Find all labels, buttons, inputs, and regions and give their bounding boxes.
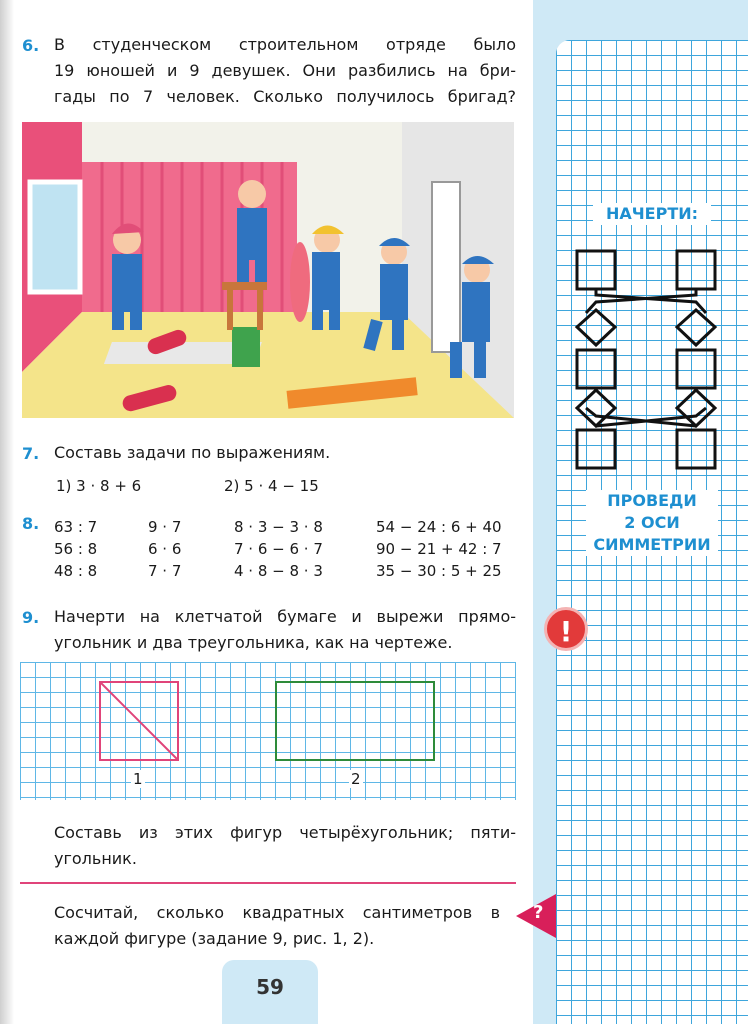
task-6-line: гады по 7 человек. Сколько получилось бригад? [54, 87, 516, 106]
task-9-text [54, 604, 516, 656]
figure-diamond [577, 390, 615, 426]
task-7-expression: 1) 3 · 8 + 6 [56, 477, 142, 495]
task-7-number: 7. [22, 444, 40, 463]
task-8-expression: 35 − 30 : 5 + 25 [376, 562, 502, 580]
task-8-number: 8. [22, 514, 40, 533]
page-number: 59 [256, 975, 284, 999]
task-7-expression: 2) 5 · 4 − 15 [224, 477, 319, 495]
page-fold [0, 0, 14, 1024]
extra-task-text [54, 900, 500, 952]
figure-square [677, 251, 715, 289]
figure-1-diagonal [100, 682, 178, 760]
task-8-expression: 9 · 7 [148, 518, 182, 536]
symmetry-label-line: ПРОВЕДИ [607, 491, 697, 510]
figure-2-rectangle [276, 682, 434, 760]
task-8-expression: 63 : 7 [54, 518, 98, 536]
extra-task-line: каждой фигуре (задание 9, рис. 1, 2). [54, 929, 375, 948]
task-8-column [54, 516, 97, 582]
task-9-line: Начерти на клетчатой бумаге и вырежи прямо- [54, 607, 516, 626]
task-8-expression: 6 · 6 [148, 540, 182, 558]
task-9-follow-line: угольник. [54, 849, 137, 868]
figure-square [677, 350, 715, 388]
construction-illustration [22, 122, 514, 418]
symmetry-label [586, 490, 718, 556]
figure-square [577, 251, 615, 289]
figure-square [577, 430, 615, 468]
task-8-expression: 48 : 8 [54, 562, 98, 580]
figure-diamond [577, 310, 615, 345]
task-7-text: Составь задачи по выражениям. [54, 443, 331, 462]
figure-2-label: 2 [351, 770, 361, 788]
task-9-follow-text [54, 820, 516, 872]
question-mark: ? [533, 902, 544, 923]
symmetry-figure [556, 230, 748, 490]
figure-square [577, 350, 615, 388]
draw-label: НАЧЕРТИ: [593, 203, 711, 225]
attention-icon: ! [544, 607, 588, 651]
section-divider [20, 882, 516, 884]
task-8-column [234, 516, 323, 582]
figure-diamond [677, 390, 715, 426]
symmetry-label-line: СИММЕТРИИ [593, 535, 711, 554]
task-8-expression: 4 · 8 − 8 · 3 [234, 562, 323, 580]
task-8-expression: 54 − 24 : 6 + 40 [376, 518, 502, 536]
task-9-line: угольник и два треугольника, как на чертеже. [54, 633, 453, 652]
task-8-expression: 56 : 8 [54, 540, 98, 558]
task-9-number: 9. [22, 608, 40, 627]
task-8-expression: 7 · 7 [148, 562, 182, 580]
task-8-expression: 8 · 3 − 3 · 8 [234, 518, 323, 536]
task-6-line: 19 юношей и 9 девушек. Они разбились на бри- [54, 61, 516, 80]
symmetry-label-line: 2 ОСИ [624, 513, 680, 532]
task-6-text [54, 32, 516, 110]
task-8-column [376, 516, 502, 582]
task-9-follow-line: Составь из этих фигур четырёхугольник; пяти- [54, 823, 516, 842]
task-8-column [148, 516, 181, 582]
task-8-expression: 7 · 6 − 6 · 7 [234, 540, 323, 558]
figure-1-label: 1 [133, 770, 143, 788]
task-6-line: В студенческом строительном отряде было [54, 35, 516, 54]
task-9-figures [20, 662, 516, 800]
figure-square [677, 430, 715, 468]
task-8-expression: 90 − 21 + 42 : 7 [376, 540, 502, 558]
extra-task-line: Сосчитай, сколько квадратных сантиметров в [54, 903, 500, 922]
task-6-number: 6. [22, 36, 40, 55]
figure-diamond [677, 310, 715, 345]
